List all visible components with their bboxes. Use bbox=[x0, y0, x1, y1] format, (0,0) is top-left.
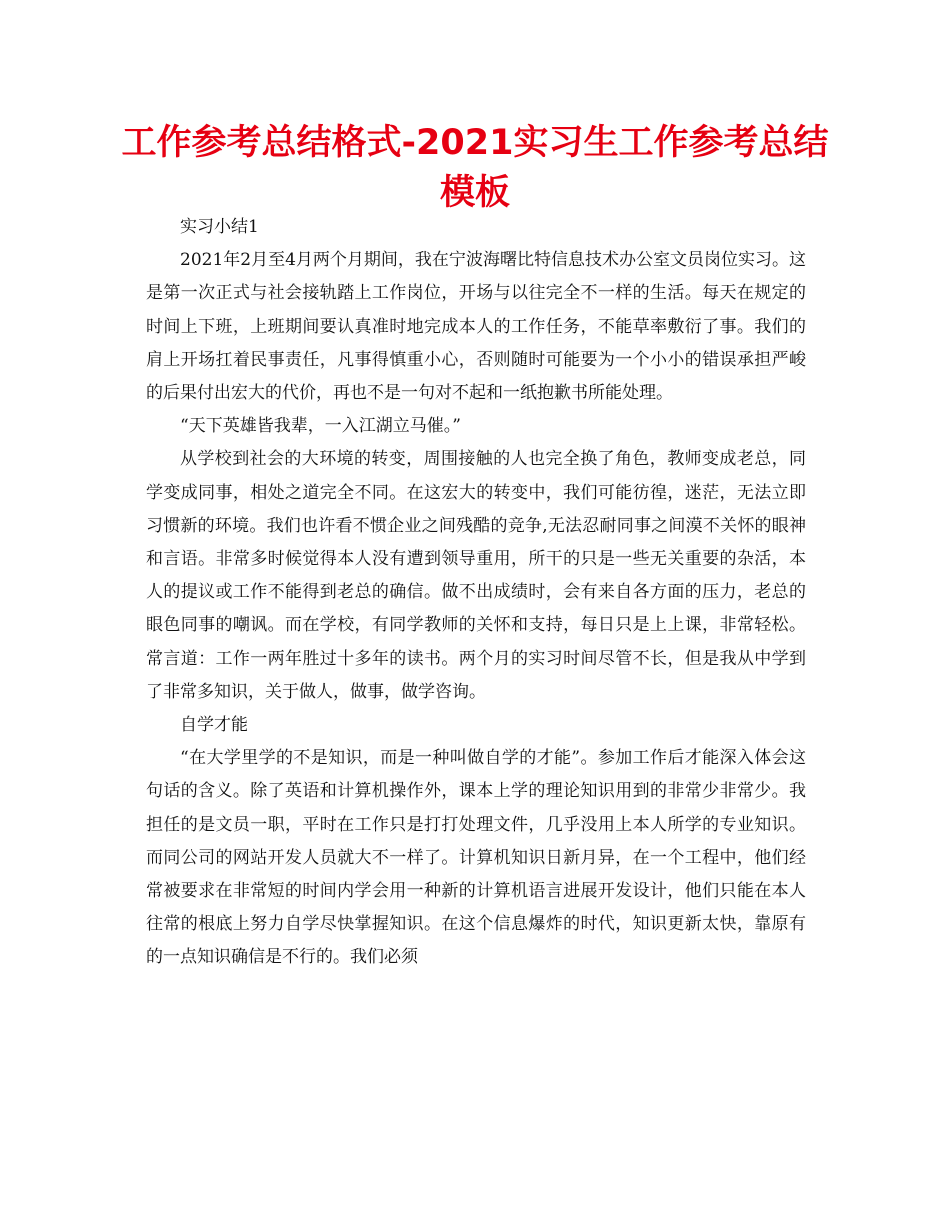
document-title: 工作参考总结格式-2021实习生工作参考总结模板 bbox=[121, 123, 829, 213]
paragraph-quote: “天下英雄皆我辈，一入江湖立马催。” bbox=[180, 416, 461, 437]
paragraph-self-study: “在大学里学的不是知识，而是一种叫做自学的才能”。参加工作后才能深入体会这句话的含义。除了英语和计算机操作外，课本上学的理论知识用到的非常少非常少。我担任的是文员一职，平时在工作只是打打处理文件，几乎没用上本人所学的专业知识。而同公司的网站开发人员就大不一样了。计算机知识日新月异，在一个工程中，他们经常被要求在非常短的时间内学会用一种新的计算机语言进展开发设计，他们只能在本人往常的根底上努力自学尽快掌握知识。在这个信息爆炸的时代，知识更新太快，靠原有的一点知识确信是不行的。我们必须 bbox=[146, 748, 806, 968]
document-body bbox=[146, 211, 806, 975]
paragraph-self-study-heading: 自学才能 bbox=[180, 715, 248, 736]
paragraph-internship-summary-heading: 实习小结1 bbox=[180, 217, 259, 237]
paragraph-transition: 从学校到社会的大环境的转变，周围接触的人也完全换了角色，教师变成老总，同学变成同事，相处之道完全不同。在这宏大的转变中，我们可能彷徨，迷茫，无法立即习惯新的环境。我们也许看不惯企业之间残酷的竞争,无法忍耐同事之间漠不关怀的眼神和言语。非常多时候觉得本人没有遭到领导重用，所干的只是一些无关重要的杂活，本人的提议或工作不能得到老总的确信。做不出成绩时，会有来自各方面的压力，老总的眼色同事的嘲讽。而在学校，有同学教师的关怀和支持，每日只是上上课，非常轻松。常言道：工作一两年胜过十多年的读书。两个月的实习时间尽管不长，但是我从中学到了非常多知识，关于做人，做事，做学咨询。 bbox=[146, 449, 806, 702]
paragraph-internship-intro: 2021年2月至4月两个月期间，我在宁波海曙比特信息技术办公室文员岗位实习。这是第一次正式与社会接轨踏上工作岗位，开场与以往完全不一样的生活。每天在规定的时间上下班，上班期间要认真准时地完成本人的工作任务，不能草率敷衍了事。我们的肩上开场扛着民事责任，凡事得慎重小心，否则随时可能要为一个小小的错误承担严峻的后果付出宏大的代价，再也不是一句对不起和一纸抱歉书所能处理。 bbox=[146, 250, 806, 404]
